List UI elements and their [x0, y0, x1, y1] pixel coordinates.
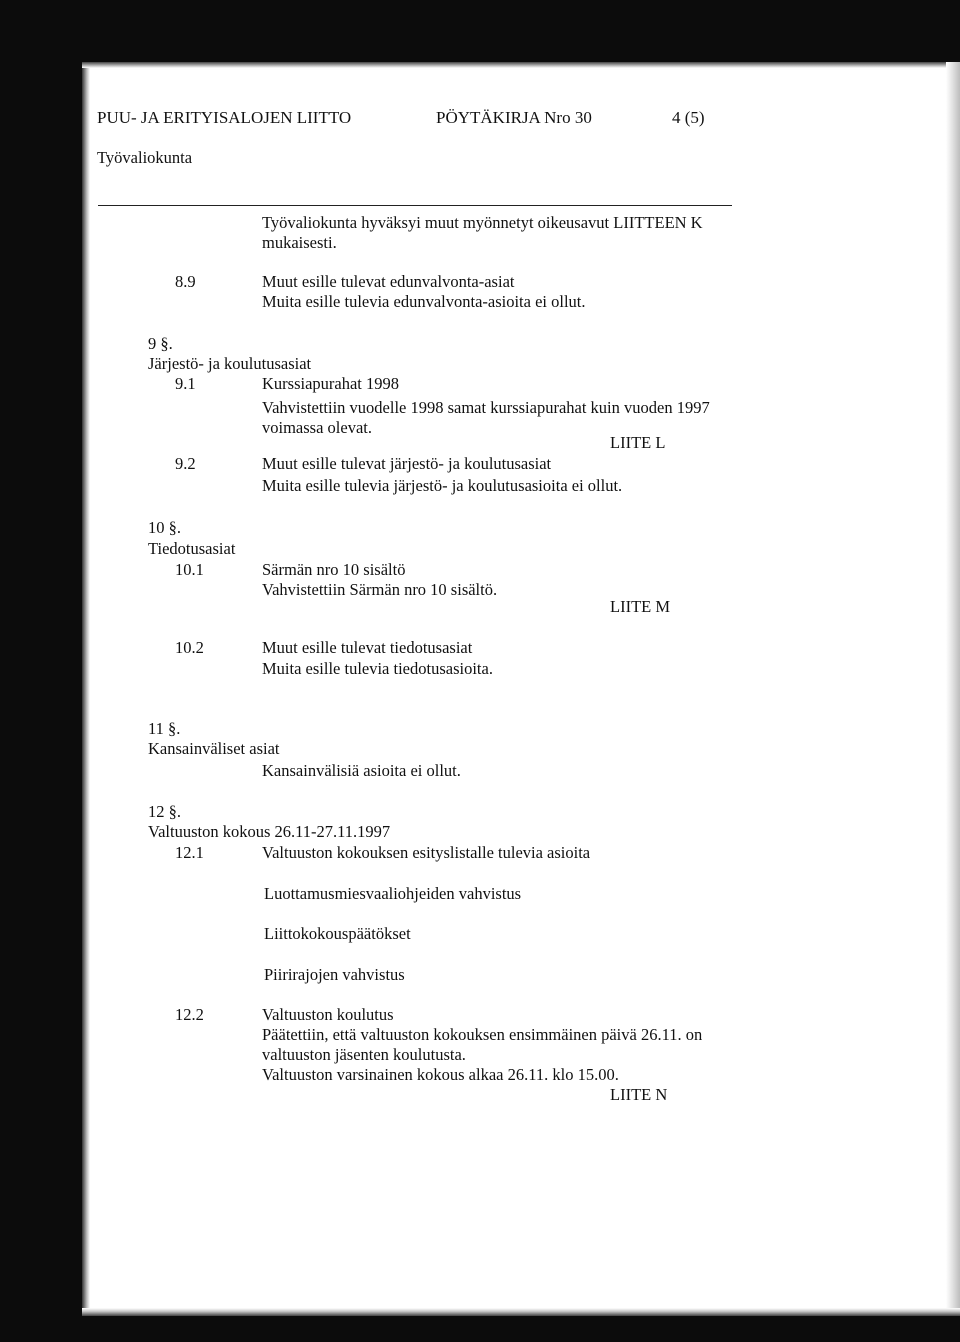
section-10-2-text: Muita esille tulevia tiedotusasioita.	[262, 659, 493, 678]
section-10-1-text: Vahvistettiin Särmän nro 10 sisältö.	[262, 580, 498, 599]
section-11-heading: Kansainväliset asiat	[148, 739, 280, 758]
section-10-heading: Tiedotusasiat	[148, 539, 236, 558]
section-8-9-title: Muut esille tulevat edunvalvonta-asiat	[262, 272, 515, 291]
section-9-2-text: Muita esille tulevia järjestö- ja koulutusasioita ei ollut.	[262, 476, 623, 495]
section-12-2-number: 12.2	[175, 1005, 204, 1024]
section-9-2-title: Muut esille tulevat järjestö- ja koulutusasiat	[262, 454, 552, 473]
section-12-2-title: Valtuuston koulutus	[262, 1005, 394, 1024]
header-committee: Työvaliokunta	[97, 148, 193, 167]
section-12-2-line-1: Päätettiin, että valtuuston kokouksen ensimmäinen päivä 26.11. on	[262, 1025, 703, 1044]
agenda-item: Piirirajojen vahvistus	[264, 965, 405, 984]
intro-line-1: Työvaliokunta hyväksyi muut myönnetyt oikeusavut LIITTEEN K	[262, 213, 703, 232]
section-9-1-text-line-2: voimassa olevat.	[262, 418, 372, 437]
scan-shadow-top	[82, 62, 960, 68]
section-9-2-number: 9.2	[175, 454, 196, 473]
section-9-heading: Järjestö- ja koulutusasiat	[148, 354, 312, 373]
scan-border-top	[0, 0, 960, 62]
scan-shadow-right	[946, 62, 960, 1342]
section-9-1-number: 9.1	[175, 374, 196, 393]
scan-border-left	[0, 0, 82, 1342]
section-12-2-line-3: Valtuuston varsinainen kokous alkaa 26.11. klo 15.00.	[262, 1065, 619, 1084]
section-11-text: Kansainvälisiä asioita ei ollut.	[262, 761, 461, 780]
intro-line-2: mukaisesti.	[262, 233, 337, 252]
header-page-number: 4 (5)	[672, 108, 705, 127]
section-9-1-text-line-1: Vahvistettiin vuodelle 1998 samat kurssiapurahat kuin vuoden 1997	[262, 398, 710, 417]
section-12-number: 12 §.	[148, 802, 181, 821]
scan-shadow-left	[82, 62, 90, 1342]
section-12-heading: Valtuuston kokous 26.11-27.11.1997	[148, 822, 391, 841]
agenda-item: Liittokokouspäätökset	[264, 924, 411, 943]
scan-shadow-bottom	[82, 1308, 960, 1316]
section-12-1-title: Valtuuston kokouksen esityslistalle tulevia asioita	[262, 843, 591, 862]
section-12-1-number: 12.1	[175, 843, 204, 862]
section-8-9-text: Muita esille tulevia edunvalvonta-asioita ei ollut.	[262, 292, 586, 311]
header-document-title: PÖYTÄKIRJA Nro 30	[436, 108, 592, 127]
section-12-2-line-2: valtuuston jäsenten koulutusta.	[262, 1045, 466, 1064]
agenda-item: Luottamusmiesvaaliohjeiden vahvistus	[264, 884, 522, 903]
section-10-2-title: Muut esille tulevat tiedotusasiat	[262, 638, 473, 657]
header-organization: PUU- JA ERITYISALOJEN LIITTO	[97, 108, 352, 127]
section-10-2-number: 10.2	[175, 638, 204, 657]
scan-border-bottom	[0, 1316, 960, 1342]
section-8-9-number: 8.9	[175, 272, 196, 291]
section-9-number: 9 §.	[148, 334, 173, 353]
section-10-number: 10 §.	[148, 518, 181, 537]
attachment-liite-m: LIITE M	[610, 597, 671, 616]
section-10-1-number: 10.1	[175, 560, 204, 579]
section-9-1-title: Kurssiapurahat 1998	[262, 374, 400, 393]
section-10-1-title: Särmän nro 10 sisältö	[262, 560, 406, 579]
header-divider	[98, 205, 732, 206]
attachment-liite-n: LIITE N	[610, 1085, 668, 1104]
section-11-number: 11 §.	[148, 719, 181, 738]
attachment-liite-l: LIITE L	[610, 433, 666, 452]
